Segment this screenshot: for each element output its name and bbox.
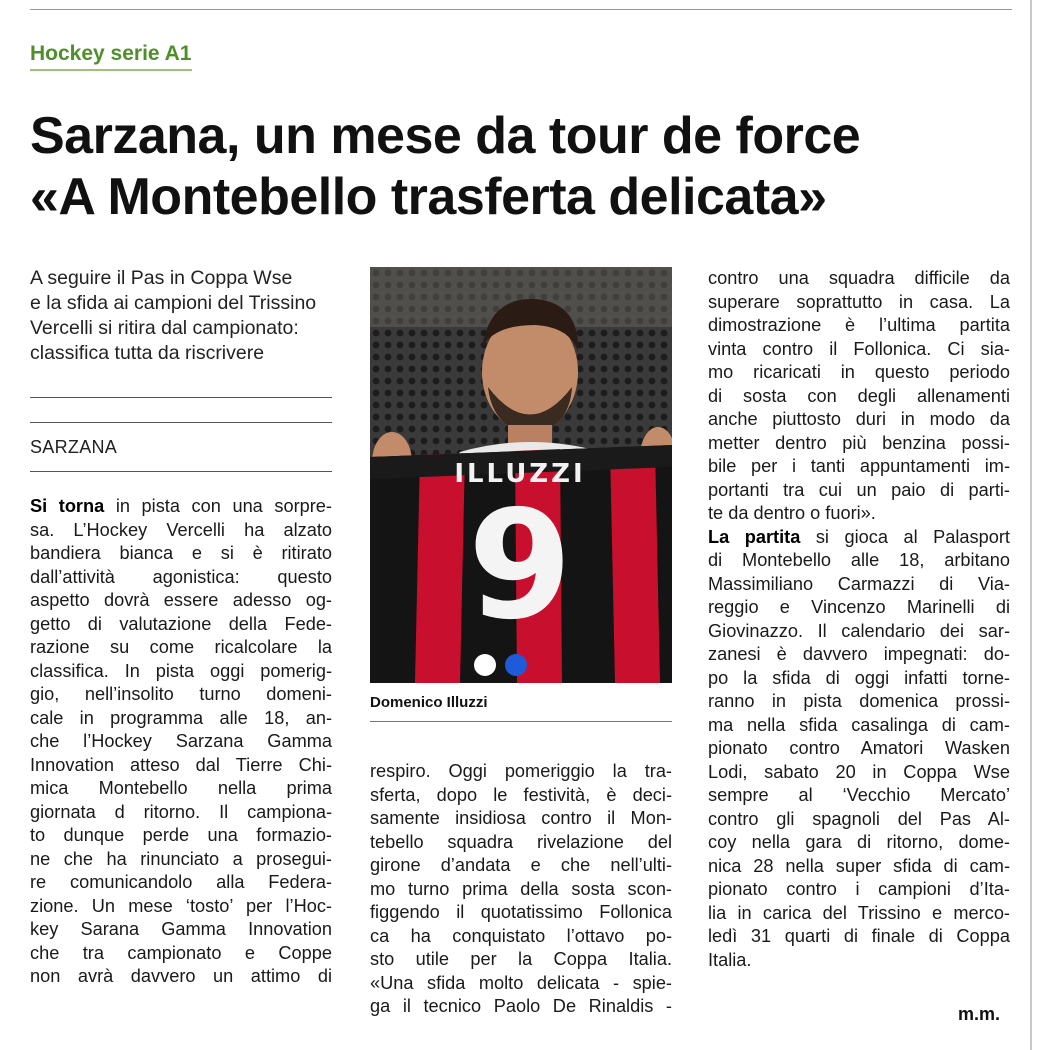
dateline-rule-top xyxy=(30,422,332,423)
club-logo xyxy=(505,654,527,676)
section-kicker: Hockey serie A1 xyxy=(30,42,192,71)
subheadline xyxy=(30,266,335,366)
author-signature: m.m. xyxy=(958,1004,1001,1024)
subhead-rule xyxy=(30,397,332,398)
headline xyxy=(30,106,1020,228)
sponsor-logo xyxy=(474,654,496,676)
top-rule xyxy=(30,9,1012,10)
subhead-line: classifica tutta da riscrivere xyxy=(30,342,265,364)
dateline-rule-bottom xyxy=(30,471,332,472)
subhead-line: Vercelli si ritira dal campionato: xyxy=(30,317,299,339)
headline-line-2: «A Montebello trasferta delicata» xyxy=(30,168,827,226)
subhead-line: e la sfida ai campioni del Trissino xyxy=(30,292,317,314)
dateline: SARZANA xyxy=(30,437,118,457)
photo-caption: Domenico Illuzzi xyxy=(370,694,488,711)
player-photo xyxy=(370,267,672,683)
headline-line-1: Sarzana, un mese da tour de force xyxy=(30,107,861,165)
article-column-1: Si torna in pista con una sorpre- sa. L’Hockey Vercelli ha alzato bandiera bianca e si è ritirato dall’attività agonistica: questo aspetto dovrà essere adesso og- getto di valutazione della Fede- razione su come ricalcolare la classifica. In pista oggi pomerig- gio, nell’insolito turno domeni- cale in programma alle 18, an- che l’Hockey Sarzana Gamma Innovation atteso dal Tierre Chi- mica Montebello nella prima giornata d ritorno. Il campiona- to dunque perde una formazio- ne che ha rinunciato a prosegui- re comunicandolo alla Federa- zione. Un mese ‘tosto’ per l’Hoc- key Sarana Gamma Innovation che tra campionato e Coppe non avrà davvero un attimo di xyxy=(30,496,332,986)
lead-in: Si torna xyxy=(30,496,105,516)
subhead-line: A seguire il Pas in Coppa Wse xyxy=(30,267,293,289)
article-column-2: respiro. Oggi pomeriggio la tra- sferta, dopo le festività, è deci- samente insidiosa contro il Mon- tebello squadra rivelazione del girone d’andata e che nell’ulti- mo turno prima della sosta scon- figgendo il quotatissimo Follonica ca ha conquistato l’ottavo po- sto utile per la Coppa Italia. «Una sfida molto delicata - spie- ga il tecnico Paolo De Rinaldis - xyxy=(370,761,672,1016)
article-column-3: contro una squadra difficile da superare soprattutto in casa. La dimostrazione è l’ultima partita vinta contro il Follonica. Ci sia- mo ricaricati in questo periodo di sosta con degli allenamenti anche piuttosto duri in modo da metter dentro più benzina possi- bile per i tanti appuntamenti im- portanti tra cui un paio di parti- te da dentro o fuori». La partita si gioca al Palasport di Montebello alle 18, arbitano Massimiliano Carmazzi di Via- reggio e Vincenzo Marinelli di Giovinazzo. Il calendario dei sar- zanesi è davvero impegnati: do- po la sfida di oggi infatti torne- ranno in pista domenica prossi- ma nella sfida casalinga di cam- pionato contro Amatori Wasken Lodi, sabato 20 in Coppa Wse sempre al ‘Vecchio Mercato’ contro gli spagnoli del Pas Al- coy nella gara di ritorno, dome- nica 28 nella super sfida di cam- pionato contro i campioni d’Ita- lia in carica del Trissino e merco- ledì 31 quarti di finale di Coppa Italia. xyxy=(708,268,1010,970)
column-divider xyxy=(1030,0,1032,1050)
jersey-name: ILLUZZI xyxy=(454,459,586,489)
caption-rule xyxy=(370,721,672,722)
jersey-number: 9 xyxy=(467,479,573,653)
photo-illustration xyxy=(370,267,672,683)
lead-in: La partita xyxy=(708,526,801,547)
jersey xyxy=(370,445,672,683)
